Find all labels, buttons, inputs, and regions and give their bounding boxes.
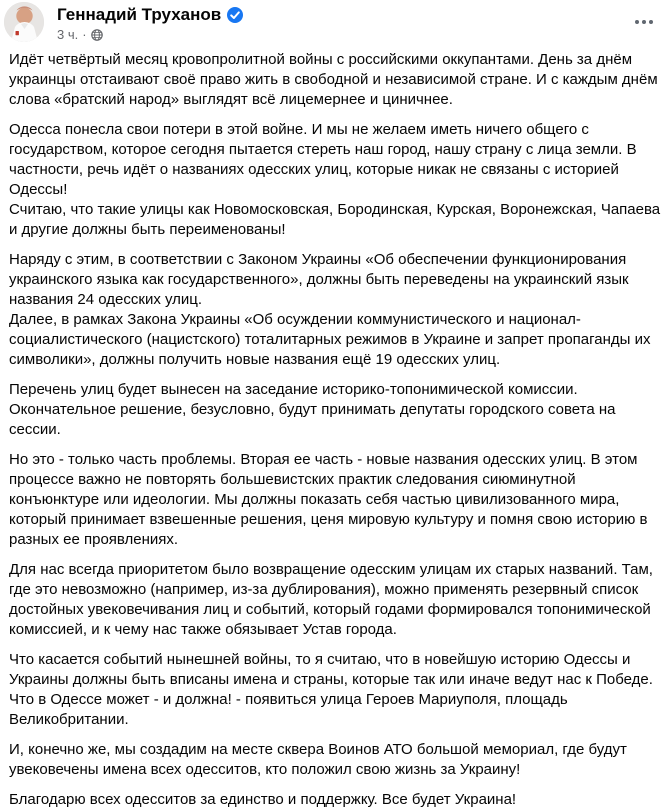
meta-separator: · [82,27,87,42]
avatar[interactable] [4,2,44,42]
post-paragraph: Что касается событий нынешней войны, то я считаю, что в новейшую историю Одессы и Украины должны быть вписаны имена и страны, которые так или иначе ведут нас к Победе. Что в Одессе может - и должна! - появиться улица Героев Мариуполя, площадь Великобритании. [9,651,653,728]
post-header [0,0,666,43]
three-dots-icon [634,19,654,25]
author-line [57,4,243,25]
post-paragraph: Одесса понесла свои потери в этой войне. И мы не желаем иметь ничего общего с государством, которое сегодня пытается стереть наш город, нашу страну с лица земли. В частности, речь идёт о названиях одесских улиц, которые никак не связаны с историей Одессы! Считаю, что такие улицы как Новомосковская, Бородинская, Курская, Воронежская, Чапаева и другие должны быть переименованы! [9,121,661,238]
public-globe-icon [91,29,103,41]
post-paragraph: Наряду с этим, в соответствии с Законом Украины «Об обеспечении функционирования украинского языка как государственного», должны быть переведены на украинский язык названия 24 одесских улиц. Далее, в рамках Закона Украины «Об осуждении коммунистического и национал-социалистического (нацистского) тоталитарных режимов в Украине и запрет пропаганды их символики», должны получить новые названия ещё 19 одесских улиц. [9,251,651,368]
verified-badge-icon [227,7,243,23]
author-name[interactable]: Геннадий Труханов [57,5,222,24]
post-timestamp[interactable]: 3 ч. [57,27,79,42]
header-meta [57,2,243,43]
avatar-photo [4,2,44,42]
post-paragraph: Благодарю всех одесситов за единство и поддержку. Все будет Украина! [9,791,517,808]
more-options-button[interactable] [628,10,660,34]
post-paragraph: И, конечно же, мы создадим на месте сквера Воинов АТО большой мемориал, где будут увековечены имена всех одесситов, кто положил свою жизнь за Украину! [9,741,627,778]
post-paragraph: Перечень улиц будет вынесен на заседание историко-топонимической комиссии. Окончательное решение, безусловно, будут принимать депутаты городского совета на сессии. [9,381,616,438]
post-paragraph: Идёт четвёртый месяц кровопролитной войны с российскими оккупантами. День за днём украинцы отстаивают своё право жить в свободной и независимой стране. И с каждым днём слова «братский народ» выглядят всё лицемернее и циничнее. [9,51,658,108]
post-paragraph: Но это - только часть проблемы. Вторая ее часть - новые названия одесских улиц. В этом процессе важно не повторять большевистских практик следования сиюминутной конъюнктуре или идеологии. Мы должны показать себя частью цивилизованного мира, который принимает взвешенные решения, ценя мировую культуру и помня свою историю в разных ее проявлениях. [9,451,648,548]
post-body [0,43,666,810]
post-paragraph: Для нас всегда приоритетом было возвращение одесским улицам их старых названий. Там, где это невозможно (например, из-за дублирования), можно применять резервный список достойных увековечивания лиц и событий, который годами формировался топонимической комиссией, и к чему нас также обязывает Устав города. [9,561,653,638]
post-meta-line [57,26,243,43]
